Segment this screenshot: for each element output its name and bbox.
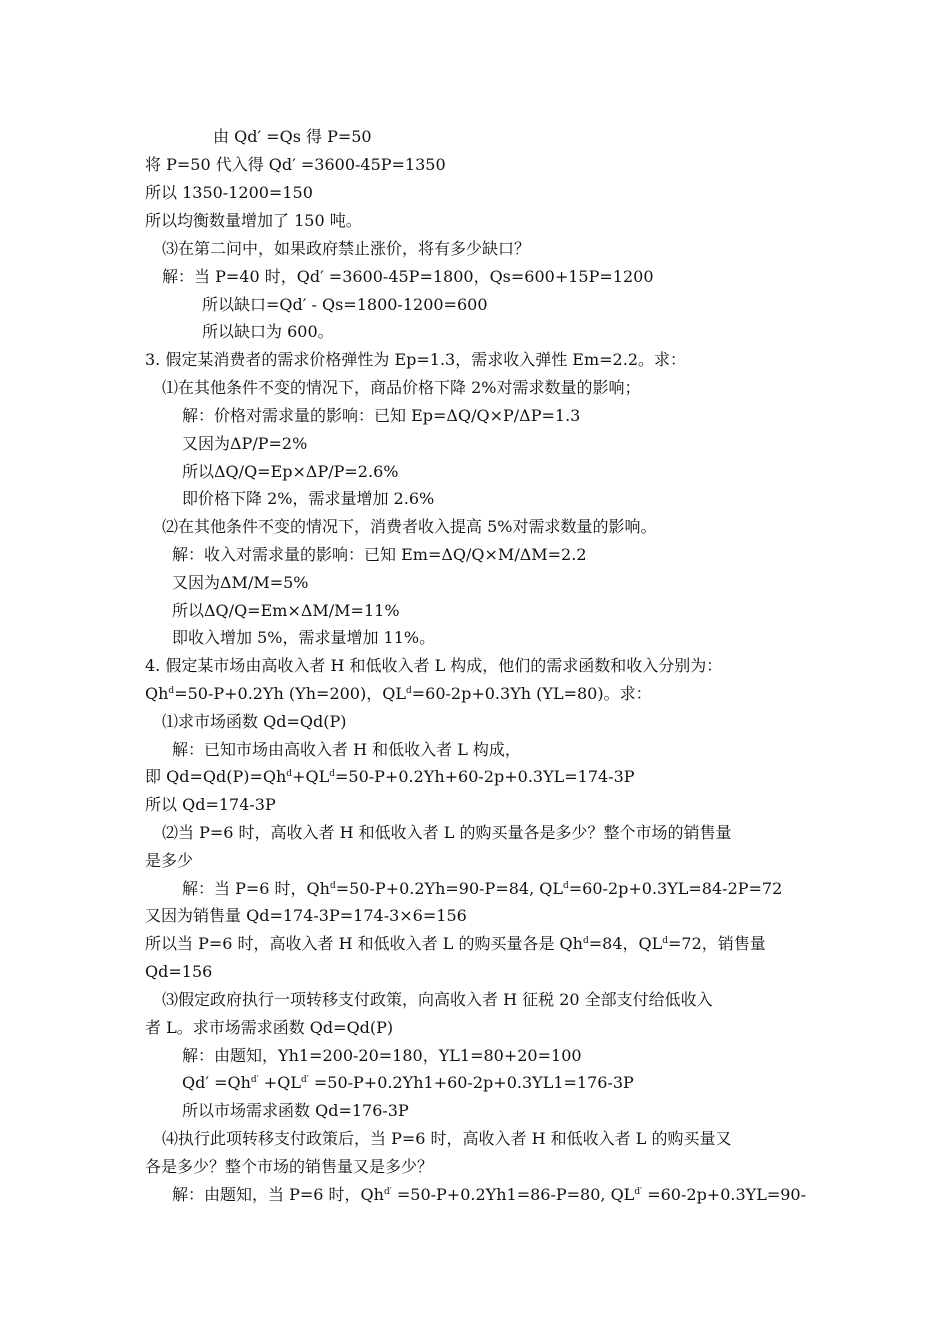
text-line: 所以缺口=Qd′ - Qs=1800-1200=600 <box>202 295 488 314</box>
text-line: ⑵当 P=6 时，高收入者 H 和低收入者 L 的购买量各是多少？整个市场的销售量 <box>162 823 732 842</box>
text-line: 由 Qd′ =Qs 得 P=50 <box>213 127 372 146</box>
text-line: 解：由题知，当 P=6 时，$Qh^{d'} =50-P+0.2Yh1=86-P=80$, $QL^{d'} =60-2p+0.3YL=90-$ <box>172 1185 807 1204</box>
text-line: 3. 假定某消费者的需求价格弹性为 Ep=1.3，需求收入弹性 Em=2.2。求： <box>145 350 687 369</box>
text-line: 所以当 P=6 时，高收入者 H 和低收入者 L 的购买量各是 $Qh^d=84$，$QL^d=72$，销售量 <box>145 934 766 953</box>
text-line: 是多少 <box>145 851 194 870</box>
text-line: 又因为销售量 Qd=174-3P=174-3×6=156 <box>145 906 467 925</box>
text-line: 各是多少？整个市场的销售量又是多少？ <box>145 1157 434 1176</box>
text-line: 所以均衡数量增加了 150 吨。 <box>145 211 362 230</box>
text-line: 解：价格对需求量的影响：已知 Ep=ΔQ/Q×P/ΔP=1.3 <box>182 406 581 425</box>
text-line: 解：收入对需求量的影响：已知 Em=ΔQ/Q×M/ΔM=2.2 <box>172 545 587 564</box>
text-line: 又因为ΔP/P=2% <box>182 434 308 453</box>
text-line: 所以ΔQ/Q=Em×ΔM/M=11% <box>172 601 400 620</box>
text-line: ⑷执行此项转移支付政策后，当 P=6 时，高收入者 H 和低收入者 L 的购买量又 <box>162 1129 732 1148</box>
text-line: 解：当 P=6 时，$Qh^d=50-P+0.2Yh=90-P=84$, $QL^d=60-2p+0.3YL=84-2P=72$ <box>182 879 783 898</box>
text-line: 所以市场需求函数 Qd=176-3P <box>182 1101 409 1120</box>
text-line: 即价格下降 2%，需求量增加 2.6% <box>182 489 435 508</box>
text-line: ⑶假定政府执行一项转移支付政策，向高收入者 H 征税 20 全部支付给低收入 <box>162 990 713 1009</box>
text-line: 所以 Qd=174-3P <box>145 795 276 814</box>
text-line: 解：由题知，Yh1=200-20=180，YL1=80+20=100 <box>182 1046 582 1065</box>
text-line: 4. 假定某市场由高收入者 H 和低收入者 L 构成，他们的需求函数和收入分别为： <box>145 656 723 675</box>
text-line: 解：当 P=40 时，Qd′ =3600-45P=1800，Qs=600+15P=1200 <box>162 267 654 286</box>
text-line: $Qh^d=50-P+0.2Yh$ (Yh=200)，$QL^d=60-2p+0.3Yh$ (YL=80)。求： <box>145 684 652 703</box>
text-line: 解：已知市场由高收入者 H 和低收入者 L 构成， <box>172 740 521 759</box>
text-line: 即收入增加 5%，需求量增加 11%。 <box>172 628 436 647</box>
text-line: Qd=156 <box>145 962 213 981</box>
text-line: 者 L。求市场需求函数 Qd=Qd(P) <box>145 1018 394 1037</box>
text-line: ⑴求市场函数 Qd=Qd(P) <box>162 712 347 731</box>
text-line: 即 $Qd=Qd(P)=Qh^d+QL^d=50-P+0.2Yh+60-2p+0.3YL=174-3P$ <box>145 767 635 786</box>
text-line: $Qd' =Qh^{d'} +QL^{d'} =50-P+0.2Yh1+60-2p+0.3YL1=176-3P$ <box>182 1073 634 1092</box>
text-line: 将 P=50 代入得 Qd′ =3600-45P=1350 <box>145 155 446 174</box>
text-line: ⑶在第二问中，如果政府禁止涨价，将有多少缺口？ <box>162 239 531 258</box>
text-line: 所以ΔQ/Q=Ep×ΔP/P=2.6% <box>182 462 399 481</box>
text-line: ⑵在其他条件不变的情况下，消费者收入提高 5%对需求数量的影响。 <box>162 517 657 536</box>
text-line: 又因为ΔM/M=5% <box>172 573 309 592</box>
text-line: 所以缺口为 600。 <box>202 322 334 341</box>
text-line: 所以 1350-1200=150 <box>145 183 313 202</box>
text-line: ⑴在其他条件不变的情况下，商品价格下降 2%对需求数量的影响； <box>162 378 641 397</box>
